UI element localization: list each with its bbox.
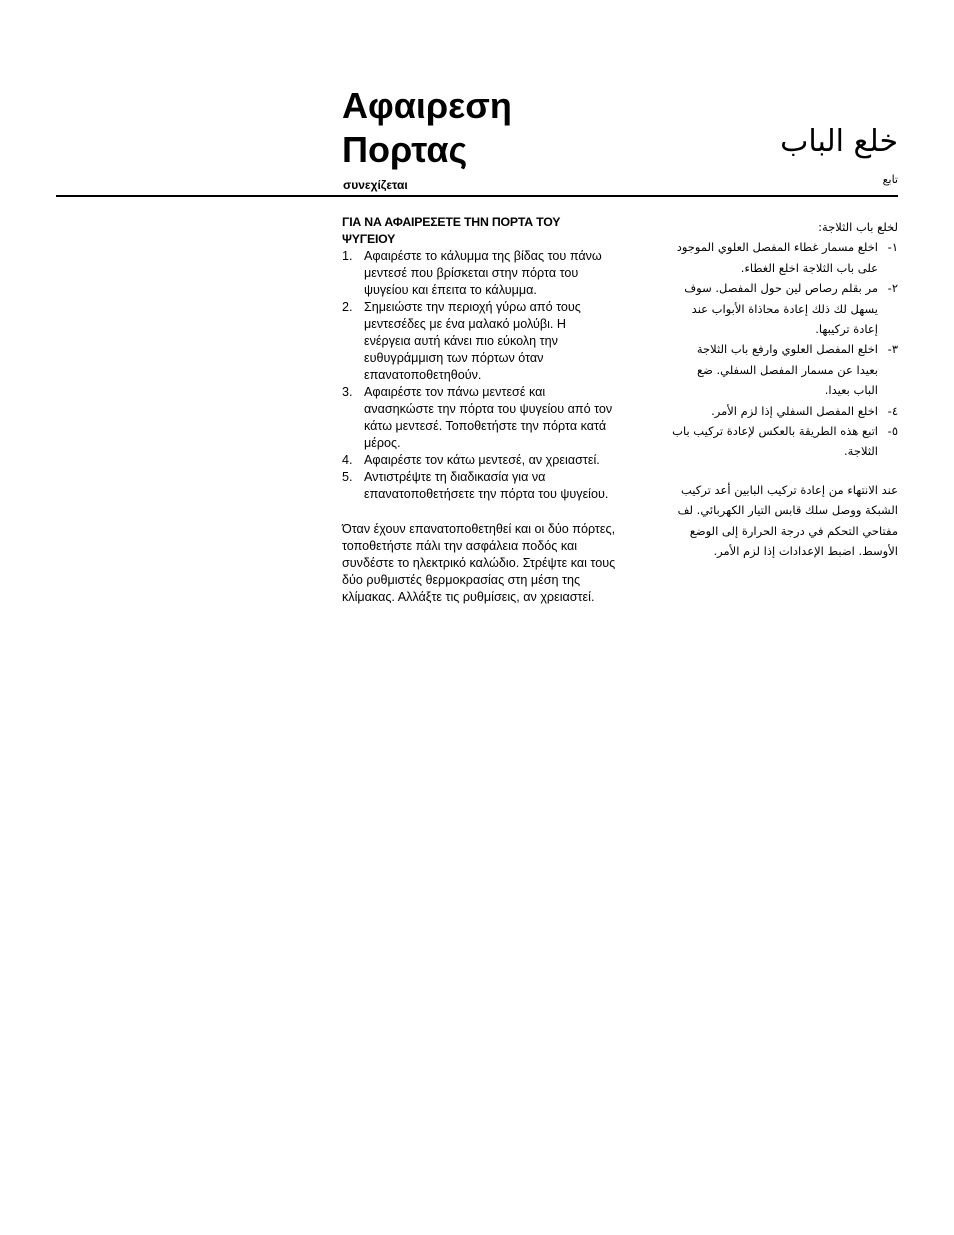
step-text: مر بقلم رصاص لين حول المفصل. سوف يسهل لك ذلك إعادة محاذاة الأبواب عند إعادة تركيبها. [684,281,878,337]
header-divider [56,195,898,197]
list-item [342,384,616,452]
step-number: ٤- [887,403,898,418]
step-text: Αφαιρέστε τον κάτω μεντεσέ, αν χρειαστεί. [364,453,600,467]
step-text: Αφαιρέστε τον πάνω μεντεσέ και ανασηκώστε την πόρτα του ψυγείου από τον κάτω μεντεσέ. Τοποθετήστε την πόρτα κατά μέρος. [364,385,613,450]
arabic-instructions [672,217,898,562]
list-item [672,401,898,421]
page-title-greek: Αφαιρεση Πορτας [342,85,512,170]
list-item [342,452,616,469]
step-number: 1. [342,249,353,263]
step-number: 2. [342,300,353,314]
continued-label-arabic: تابع [882,173,898,186]
list-item [342,248,616,299]
step-text: Αφαιρέστε το κάλυμμα της βίδας του πάνω μεντεσέ που βρίσκεται στην πόρτα του ψυγείου και έπειτα το κάλυμμα. [364,249,602,297]
steps-list-arabic [672,237,898,461]
step-number: 3. [342,385,353,399]
list-item [672,339,898,400]
step-number: ٣- [887,342,898,357]
step-number: ٢- [887,281,898,296]
section-heading-greek: ΓΙΑ ΝΑ ΑΦΑΙΡΕΣΕΤΕ ΤΗΝ ΠΟΡΤΑ ΤΟΥ ΨΥΓΕΙΟΥ [342,215,561,246]
list-item [672,237,898,278]
step-text: اتبع هذه الطريقة بالعكس لإعادة تركيب باب الثلاجة. [672,424,878,459]
section-heading-arabic: لخلع باب الثلاجة: [818,220,898,234]
list-item [342,469,616,503]
continued-label-greek: συνεχίζεται [343,178,408,192]
list-item [672,278,898,339]
step-text: اخلع المفصل العلوي وارفع باب الثلاجة بعيدا عن مسمار المفصل السفلي. ضع الباب بعيدا. [696,342,878,398]
list-item [342,299,616,384]
step-number: ١- [887,240,898,255]
page-title-arabic: خلع الباب [780,124,898,159]
step-text: Σημειώστε την περιοχή γύρω από τους μεντεσέδες με ένα μαλακό μολύβι. Η ενέργεια αυτή κάνει πιο εύκολη την ευθυγράμμιση των πόρτων όταν επανατοποθετηθούν. [364,300,581,382]
step-text: اخلع المفصل السفلي إذا لزم الأمر. [711,403,878,418]
list-item [672,421,898,462]
step-number: 5. [342,470,353,484]
step-number: 4. [342,453,353,467]
steps-list-greek [342,248,616,503]
closing-paragraph-arabic: عند الانتهاء من إعادة تركيب البابين أعد تركيب الشبكة ووصل سلك قابس التيار الكهربائي. لف مفتاحي التحكم في درجة الحرارة إلى الوضع الأوسط. اضبط الإعدادات إذا لزم الأمر. [677,482,898,559]
step-text: Αντιστρέψτε τη διαδικασία για να επανατοποθετήσετε την πόρτα του ψυγείου. [364,470,609,501]
closing-paragraph-greek: Όταν έχουν επανατοποθετηθεί και οι δύο πόρτες, τοποθετήστε πάλι την ασφάλεια ποδός και συνδέστε το ηλεκτρικό καλώδιο. Στρέψτε και τους δύο ρυθμιστές θερμοκρασίας στη μέση της κλίμακας. Αλλάξτε τις ρυθμίσεις, αν χρειαστεί. [342,522,616,604]
step-text: اخلع مسمار غطاء المفصل العلوي الموجود على باب الثلاجة اخلع الغطاء. [676,240,878,275]
step-number: ٥- [887,424,898,439]
greek-instructions [342,214,616,606]
